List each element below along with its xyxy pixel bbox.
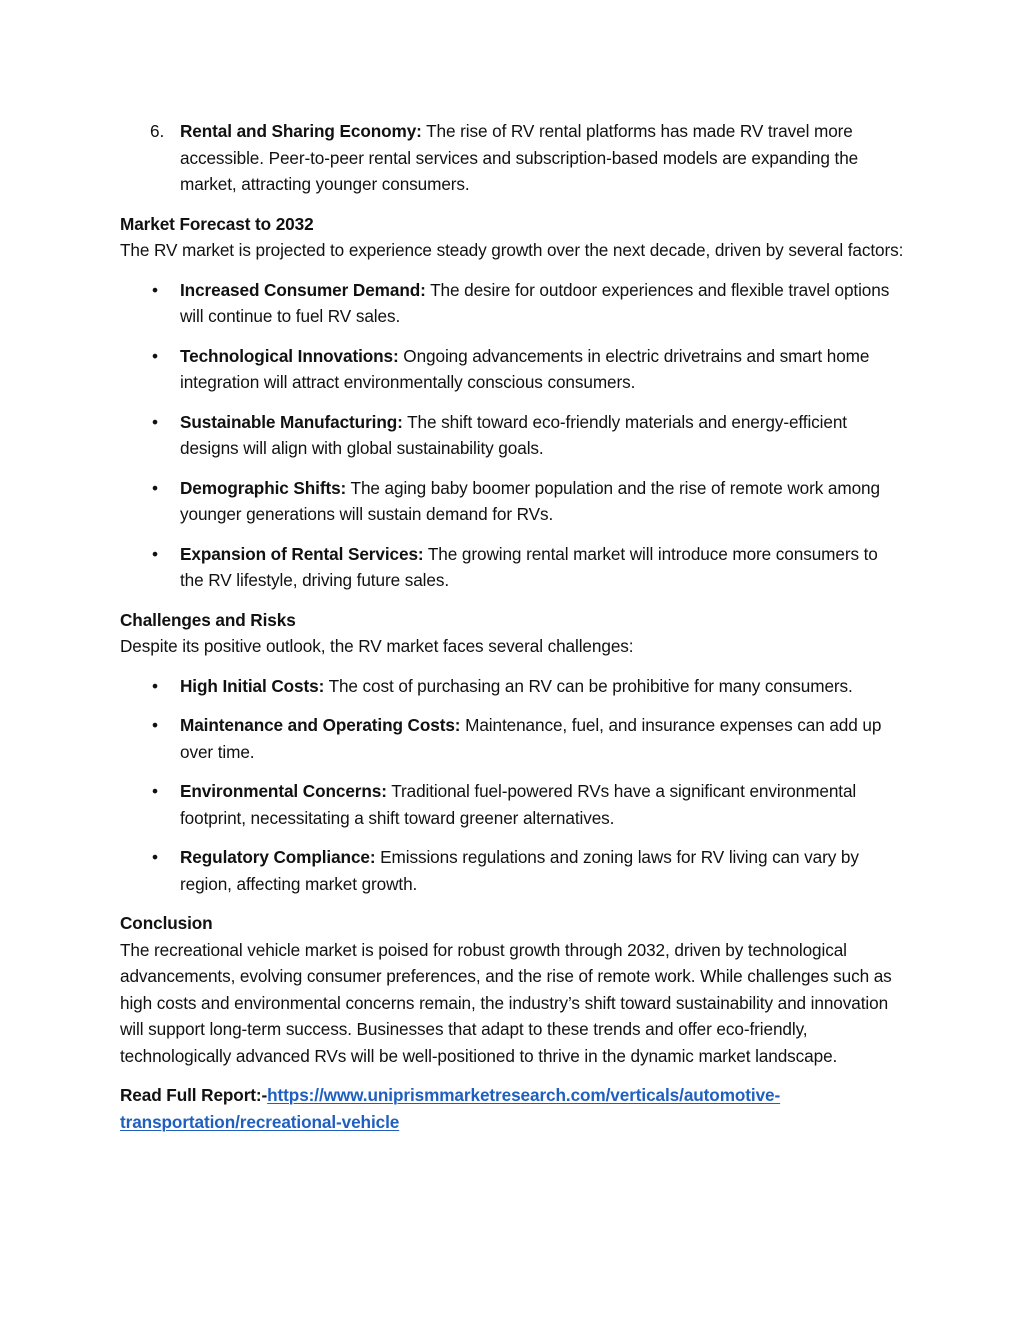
item-text: The growing rental market will introduce more consumers to the RV lifestyle, driving future sales.	[180, 543, 878, 590]
list-item	[120, 343, 906, 396]
conclusion-heading: Conclusion	[120, 913, 213, 933]
bullet-icon: •	[152, 411, 158, 432]
item-title: Technological Innovations:	[180, 345, 399, 366]
bullet-icon: •	[152, 543, 158, 564]
bullet-icon: •	[152, 675, 158, 696]
bullet-icon: •	[152, 279, 158, 300]
item-text: Emissions regulations and zoning laws for RV living can vary by region, affecting market growth.	[180, 847, 859, 894]
list-item	[120, 277, 906, 330]
item-text: Ongoing advancements in electric drivetrains and smart home integration will attract environmentally conscious consumers.	[180, 345, 870, 392]
numbered-item-rental	[120, 118, 906, 198]
report-label: Read Full Report:-	[120, 1085, 268, 1105]
bullet-icon: •	[152, 847, 158, 867]
bullet-icon: •	[152, 477, 158, 498]
read-full-report	[120, 1082, 906, 1135]
bullet-icon: •	[152, 781, 158, 801]
report-link[interactable]: https://www.uniprismmarketresearch.com/verticals/automotive-transportation/recreational-vehicle	[120, 1085, 781, 1132]
list-item	[120, 673, 906, 700]
forecast-heading: Market Forecast to 2032	[120, 213, 314, 234]
item-title: Expansion of Rental Services:	[180, 543, 424, 564]
item-title: Rental and Sharing Economy:	[180, 121, 422, 141]
forecast-list	[120, 277, 906, 594]
document-page	[120, 118, 906, 1135]
challenges-list	[120, 673, 906, 898]
item-title: Maintenance and Operating Costs:	[180, 715, 461, 735]
list-item	[120, 778, 906, 831]
list-item	[120, 844, 906, 897]
item-text: The rise of RV rental platforms has made RV travel more accessible. Peer-to-peer rental services and subscription-based models are expanding the market, attracting younger consumers.	[180, 121, 859, 194]
item-title: Environmental Concerns:	[180, 781, 387, 801]
item-title: Regulatory Compliance:	[180, 847, 376, 867]
list-item	[120, 541, 906, 594]
item-title: High Initial Costs:	[180, 675, 325, 696]
item-title: Sustainable Manufacturing:	[180, 411, 403, 432]
item-number: 6.	[150, 121, 165, 141]
challenges-heading: Challenges and Risks	[120, 609, 296, 630]
list-item	[120, 712, 906, 765]
forecast-intro: The RV market is projected to experience steady growth over the next decade, driven by several factors:	[120, 240, 904, 260]
list-item	[120, 409, 906, 462]
challenges-intro: Despite its positive outlook, the RV market faces several challenges:	[120, 636, 634, 656]
item-title: Demographic Shifts:	[180, 477, 347, 498]
item-title: Increased Consumer Demand:	[180, 279, 426, 300]
item-text: The shift toward eco-friendly materials and energy-efficient designs will align with global sustainability goals.	[180, 411, 847, 458]
bullet-icon: •	[152, 345, 158, 366]
item-text: Traditional fuel-powered RVs have a significant environmental footprint, necessitating a shift toward greener alternatives.	[180, 781, 857, 828]
conclusion-text: The recreational vehicle market is poised for robust growth through 2032, driven by technological advancements, evolving consumer preferences, and the rise of remote work. While challenges such as high costs and environmental concerns remain, the industry’s shift toward sustainability and innovation will support long-term success. Businesses that adapt to these trends and offer eco-friendly, technologically advanced RVs will be well-positioned to thrive in the dynamic market landscape.	[120, 939, 892, 1066]
list-item	[120, 475, 906, 528]
item-text: The cost of purchasing an RV can be prohibitive for many consumers.	[324, 675, 853, 696]
bullet-icon: •	[152, 715, 158, 735]
item-text: The desire for outdoor experiences and flexible travel options will continue to fuel RV sales.	[180, 279, 890, 326]
item-text: Maintenance, fuel, and insurance expenses can add up over time.	[180, 715, 882, 762]
item-text: The aging baby boomer population and the rise of remote work among younger generations will sustain demand for RVs.	[180, 477, 880, 524]
